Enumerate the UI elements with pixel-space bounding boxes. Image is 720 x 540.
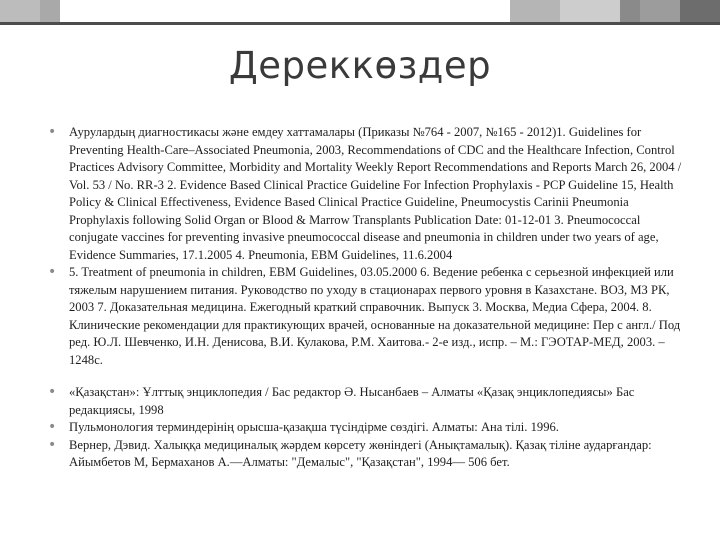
bullet-icon: • (48, 124, 57, 140)
list-spacer (46, 369, 686, 384)
top-bar-block (40, 0, 60, 22)
references-content (46, 124, 686, 472)
top-bar-block (680, 0, 720, 22)
reference-text: 5. Treatment of pneumonia in children, EBM Guidelines, 03.05.2000 6. Ведение ребенка с серьезной инфекцией или тяжелым нарушением питания. Руководство по уходу в стационарах первого уровня в Казахстане. ВОЗ, МЗ РК, 2003 7. Доказательная медицина. Ежегодный краткий справочник. Выпуск 3. Москва, Медиа Сфера, 2004. 8. Клинические рекомендации для практикующих врачей, основанные на доказательной медицине: Пер с англ./ Под ред. Ю.Л. Шевченко, И.Н. Денисова, В.И. Кулакова, Р.М. Хаитова.- 2-е изд., испр. – М.: ГЭОТАР-МЕД, 2003. – 1248с. (69, 265, 681, 367)
bullet-icon: • (48, 264, 57, 280)
references-list (46, 124, 686, 369)
reference-item (46, 264, 686, 369)
reference-item (46, 124, 686, 264)
reference-text: Вернер, Дэвид. Халыққа медициналық жәрдем көрсету жөніндегі (Анықтамалық). Қазақ тіліне аударғандар: Айымбетов М, Бермаханов А.—Алматы: "Демалыс", "Қазақстан", 1994— 506 бет. (69, 437, 652, 469)
bullet-icon: • (48, 436, 57, 453)
top-bar-block (560, 0, 620, 22)
reference-text: Пульмонология терминдерінің орысша-қазақша түсіндірме сөздігі. Алматы: Ана тілі. 1996. (69, 420, 559, 434)
top-bar-block (620, 0, 640, 22)
top-bar-block (640, 0, 680, 22)
bullet-icon: • (48, 384, 57, 400)
reference-item (46, 384, 686, 419)
reference-text: «Қазақстан»: Ұлттық энциклопедия / Бас редактор Ә. Нысанбаев – Алматы «Қазақ энциклопедиясы» Бас редакциясы, 1998 (69, 385, 635, 417)
bullet-icon: • (48, 419, 57, 435)
top-bar-block (150, 0, 510, 22)
reference-item (46, 419, 686, 437)
references-list-kazakh (46, 384, 686, 472)
slide-title: Дереккөздер (228, 44, 492, 87)
reference-text: Аурулардың диагностикасы және емдеу хаттамалары (Приказы №764 - 2007, №165 - 2012)1. Guidelines for Preventing Health-Care–Associated Pneumonia, 2003, Recommendations of CDC and the Healthcare Infection, Control Practices Advisory Committee, Morbidity and Mortality Weekly Report Recommendations and Reports March 26, 2004 / Vol. 53 / No. RR-3 2. Evidence Based Clinical Practice Guideline For Infection Prophylaxis - PCP Guideline 15, Health Policy & Clinical Effectiveness, Evidence Based Clinical Practice Guideline, Pneumocystis Carinii Pneumonia Prophylaxis following Solid Organ or Blood & Marrow Transplants Publication Date: 01-12-01 3. Pneumococcal conjugate vaccines for preventing invasive pneumococcal disease and pneumonia in children under two years of age, Evidence Summaries, 17.1.2005 4. Pneumonia, EBM Guidelines, 11.6.2004 (69, 125, 682, 262)
top-bar-block (60, 0, 150, 22)
top-bar-block (510, 0, 560, 22)
top-bar-block (0, 0, 40, 22)
reference-item (46, 437, 686, 472)
top-bar-divider (0, 22, 720, 25)
decorative-top-bar (0, 0, 720, 22)
